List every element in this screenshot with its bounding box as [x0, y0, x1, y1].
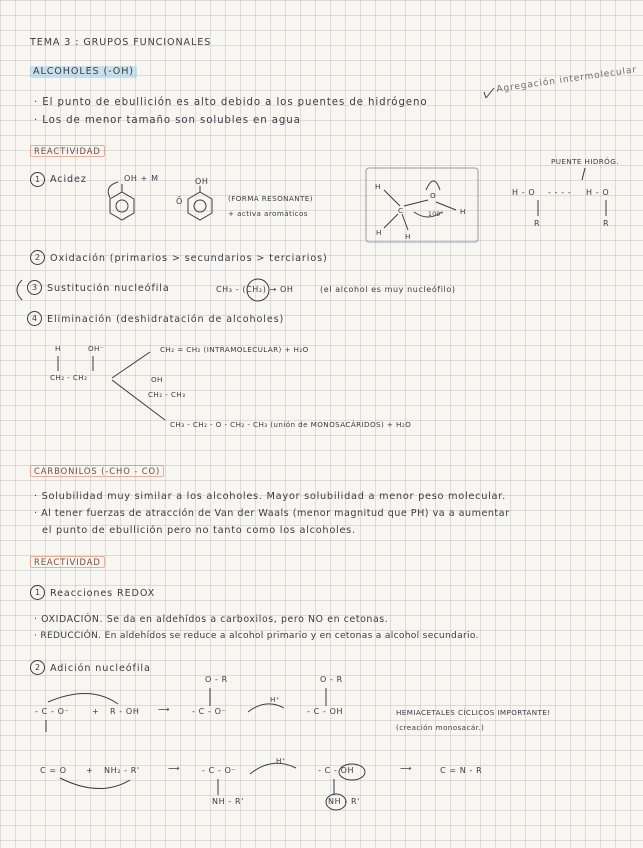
carbonilos-bullet-3: el punto de ebullición pero no tanto como los alcoholes.: [42, 525, 356, 536]
structure-box: [366, 168, 478, 242]
carbonilos-bullet-2: · Al tener fuerzas de atracción de Van der Waals (menor magnitud que PH) va a aumentar: [34, 508, 510, 519]
adicion-number-circle: 2: [30, 660, 45, 675]
angle-bond-3: [436, 202, 456, 210]
side-note: Agregación intermolecular: [495, 65, 638, 95]
number-4-circle: 4: [27, 311, 42, 326]
alcoholes-heading: ALCOHOLES (-OH): [30, 66, 137, 78]
sustitucion-formula: CH₃ - (CH₂) → OH: [216, 285, 294, 294]
elim-oh: OH⁻: [88, 344, 105, 353]
s2-oh-circle: [339, 764, 365, 780]
angle-bond-4: [384, 214, 398, 228]
acidez-label: Acidez: [50, 174, 87, 185]
number-1-circle: 1: [30, 172, 45, 187]
alcohol-bullet-1: · El punto de ebullición es alto debido a los puentes de hidrógeno: [34, 97, 428, 108]
puente-h-o-2: H - O: [586, 188, 610, 197]
carbonilos-heading: CARBONILOS (-CHO - CO): [30, 465, 164, 477]
angle-o: O: [430, 191, 437, 200]
s1-note-1: HEMIACETALES CÍCLICOS IMPORTANTE!: [396, 708, 551, 717]
s2-plus: +: [86, 766, 94, 775]
redox-text: Reacciones REDOX: [50, 588, 156, 599]
number-3-circle: 3: [27, 280, 42, 295]
angle-h3: H: [376, 228, 382, 237]
puente-r1: R: [534, 219, 541, 228]
s1-left: - C - O⁻: [35, 707, 70, 716]
s1-mid: - C - O⁻: [192, 707, 227, 716]
carbonilos-bullet-1: · Solubilidad muy similar a los alcoholes. Mayor solubilidad a menor peso molecular.: [34, 491, 506, 502]
puente-arrow: [582, 168, 585, 180]
angle-bond-5: [402, 214, 408, 230]
s1-right-top: O - R: [320, 675, 343, 684]
angle-arc: [414, 211, 445, 218]
alcohol-bullet-2: · Los de menor tamaño son solubles en agua: [34, 115, 301, 126]
s2-mid-bottom: NH - R': [212, 797, 244, 806]
s1-mid-top: O - R: [205, 675, 228, 684]
elim-split-bottom: [112, 380, 165, 420]
benzene-ring-1-inner: [116, 200, 128, 212]
side-note-arrow: [484, 88, 494, 98]
angle-value: 109°: [428, 211, 445, 218]
benzene-ring-1: [110, 192, 134, 220]
angle-bond-1: [384, 190, 400, 206]
s2-nh-circle: [326, 794, 346, 810]
forma-resonante: (FORMA RESONANTE): [228, 194, 313, 203]
elim-h: H: [55, 344, 61, 353]
s1-note-2: (creación monosacár.): [396, 723, 485, 732]
puente-label: PUENTE HIDRÓG.: [551, 157, 619, 166]
redox-bullet-1: · OXIDACIÓN. Se da en aldehídos a carboxilos, pero NO en cetonas.: [34, 614, 389, 625]
angle-c: C: [398, 206, 404, 215]
s2-h-plus: H⁺: [276, 756, 286, 765]
elim-mid-chain: CH₂ - CH₃: [148, 390, 186, 399]
s2-product: C = N - R: [440, 766, 483, 775]
number-2-circle: 2: [30, 250, 45, 265]
ch2-circle: [247, 279, 269, 301]
s2-reagent: NH₂ - R': [104, 766, 140, 775]
elim-mid-oh: OH: [151, 375, 163, 384]
s1-curved-arrow: [48, 693, 118, 704]
activa-aromaticos: + activa aromáticos: [228, 209, 308, 218]
redox-bullet-2: · REDUCCIÓN. En aldehídos se reduce a alcohol primario y en cetonas a alcohol secundario.: [34, 631, 479, 641]
angle-h4: H: [405, 232, 411, 241]
puente-r2: R: [603, 219, 610, 228]
adicion-text: Adición nucleófila: [50, 663, 151, 674]
angle-h1: H: [375, 182, 381, 191]
puente-dashes: - - - -: [548, 188, 572, 197]
s1-h-plus: H⁺: [270, 695, 280, 704]
benzene-ring-2: [188, 192, 212, 220]
eliminacion-text: Eliminación (deshidratación de alcoholes): [47, 314, 285, 325]
benzene-ring-2-inner: [194, 200, 206, 212]
s1-reagent: R - OH: [110, 707, 140, 716]
elim-bottom-product: CH₃ - CH₂ - O - CH₂ - CH₃ (unión de MONOSACÁRIDOS) + H₂O: [170, 420, 412, 429]
redox-number-circle: 1: [30, 585, 45, 600]
acidez-oh-m: OH + M: [124, 174, 159, 183]
s1-plus: +: [92, 707, 100, 716]
phenoxide-oh: OH: [195, 177, 209, 186]
s2-arrow: ⟶: [168, 764, 181, 773]
s2-right-bottom: NH - R': [328, 797, 360, 806]
phenoxide-o-minus: Ō: [176, 197, 183, 206]
reactividad-heading-1: REACTIVIDAD: [30, 145, 105, 157]
s2-h-arrow: [250, 763, 296, 774]
sustitucion-note: (el alcohol es muy nucleófilo): [320, 285, 456, 294]
s2-curved-arrow: [60, 778, 130, 789]
oxygen-lobe: [426, 181, 440, 190]
elim-top-product: CH₂ = CH₂ (INTRAMOLECULAR) + H₂O: [160, 345, 309, 354]
s2-arrow-2: ⟶: [400, 764, 413, 773]
sustitucion-bracket: [17, 280, 22, 300]
s1-h-arrow: [248, 704, 284, 712]
s2-mid: - C - O⁻: [202, 766, 237, 775]
elim-split-top: [112, 352, 150, 378]
oxidacion-text: Oxidación (primarios > secundarios > terciarios): [50, 253, 328, 264]
reactividad-heading-2: REACTIVIDAD: [30, 556, 105, 568]
puente-h-o-1: H - O: [512, 188, 536, 197]
s1-arrow: ⟶: [158, 705, 171, 714]
page-title: TEMA 3 : GRUPOS FUNCIONALES: [30, 37, 212, 48]
elim-ch2ch2: CH₂ - CH₂: [50, 373, 88, 382]
s2-left: C = O: [40, 766, 67, 775]
sustitucion-text: Sustitución nucleófila: [47, 283, 170, 294]
s2-right: - C - OH: [318, 766, 355, 775]
angle-bond-2: [404, 200, 428, 206]
s1-right: - C - OH: [307, 707, 344, 716]
angle-h2: H: [460, 207, 466, 216]
